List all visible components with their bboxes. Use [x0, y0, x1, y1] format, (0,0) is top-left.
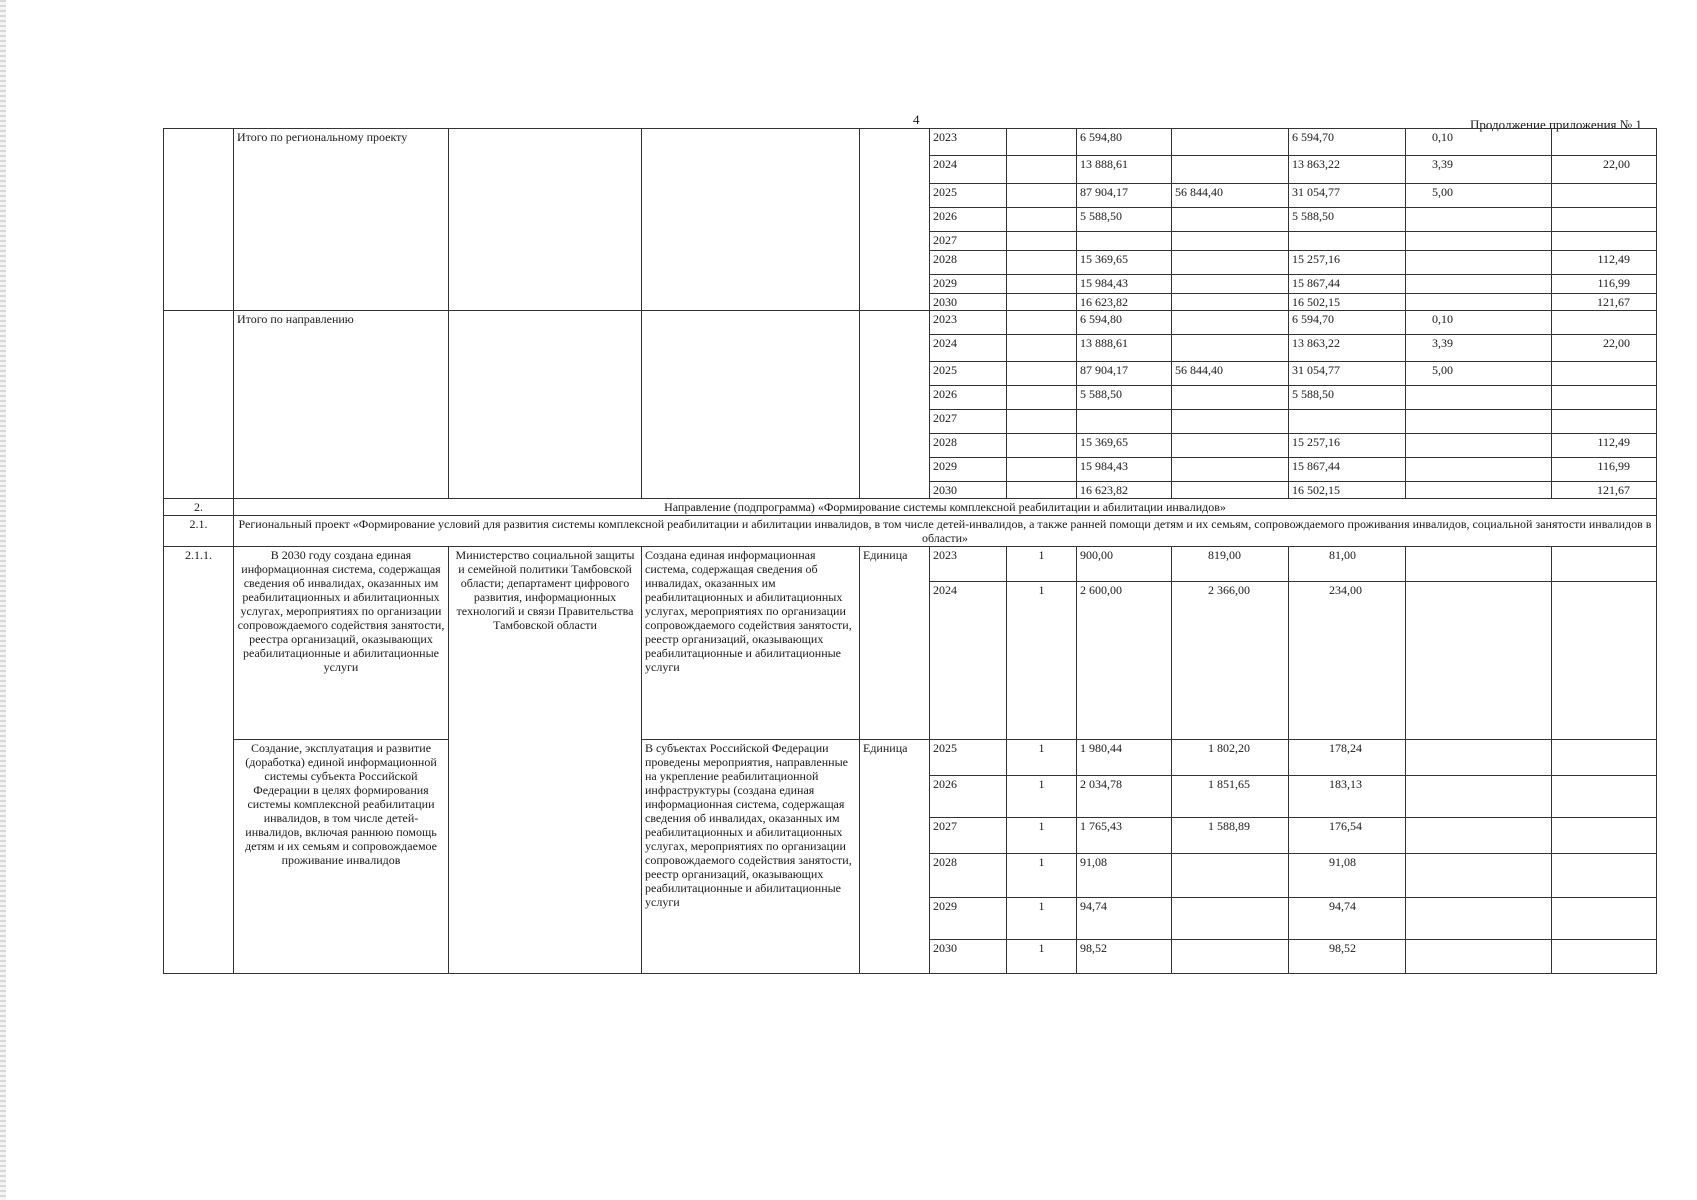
regional-cell: 5 588,50: [1289, 208, 1406, 232]
regional-cell: 16 502,15: [1289, 294, 1406, 311]
year-cell: 2023: [930, 547, 1007, 582]
total-cell: 94,74: [1077, 898, 1172, 940]
row-label: Итого по направлению: [234, 311, 449, 499]
regional-cell: 234,00: [1289, 582, 1406, 740]
federal-cell: [1172, 275, 1289, 294]
goal-cell: В 2030 году создана единая информационная система, содержащая сведения об инвалидах, оказанных им реабилитационных и абилитационных услугах, мероприятиях по организации сопровождаемого содействия занятости, реестра организаций, оказывающих реабилитационные и абилитационные услуги: [234, 547, 449, 740]
total-cell: 15 984,43: [1077, 458, 1172, 482]
regional-cell: [1289, 232, 1406, 251]
value-cell: 1: [1007, 776, 1077, 818]
other-cell: [1552, 129, 1657, 156]
local-cell: [1406, 740, 1552, 776]
regional-cell: 81,00: [1289, 547, 1406, 582]
year-cell: 2024: [930, 582, 1007, 740]
federal-cell: [1172, 129, 1289, 156]
total-cell: 1 980,44: [1077, 740, 1172, 776]
other-cell: [1552, 898, 1657, 940]
executor-cell: Министерство социальной защиты и семейной политики Тамбовской области; департамент цифрового развития, информационных технологий и связи Правительства Тамбовской области: [449, 547, 642, 974]
federal-cell: [1172, 232, 1289, 251]
section-number: 2.1.: [164, 516, 234, 547]
other-cell: 112,49: [1552, 251, 1657, 275]
section-title: Региональный проект «Формирование условий для развития системы комплексной реабилитации и абилитации инвалидов, в том числе детей-инвалидов, а также ранней помощи детям и их семьям, сопровождаемого проживания инвалидов, социальной занятости инвалидов в области»: [234, 516, 1657, 547]
value-cell: [1007, 482, 1077, 499]
unit-cell: Единица: [860, 547, 930, 740]
regional-cell: 16 502,15: [1289, 482, 1406, 499]
total-cell: 87 904,17: [1077, 362, 1172, 386]
total-cell: 15 369,65: [1077, 251, 1172, 275]
regional-cell: 176,54: [1289, 818, 1406, 854]
total-cell: 15 369,65: [1077, 434, 1172, 458]
total-cell: 900,00: [1077, 547, 1172, 582]
value-cell: [1007, 156, 1077, 184]
local-cell: [1406, 458, 1552, 482]
year-cell: 2029: [930, 898, 1007, 940]
other-cell: [1552, 582, 1657, 740]
local-cell: [1406, 386, 1552, 410]
value-cell: [1007, 386, 1077, 410]
local-cell: [1406, 208, 1552, 232]
total-cell: 6 594,80: [1077, 311, 1172, 335]
value-cell: 1: [1007, 898, 1077, 940]
value-cell: [1007, 208, 1077, 232]
local-cell: [1406, 898, 1552, 940]
total-cell: 6 594,80: [1077, 129, 1172, 156]
year-cell: 2028: [930, 251, 1007, 275]
page-number: 4: [913, 112, 920, 127]
local-cell: [1406, 582, 1552, 740]
federal-cell: [1172, 940, 1289, 974]
scan-edge: [0, 0, 6, 1200]
section-number: 2.: [164, 499, 234, 516]
value-cell: [1007, 458, 1077, 482]
value-cell: [1007, 129, 1077, 156]
other-cell: [1552, 740, 1657, 776]
regional-cell: 15 867,44: [1289, 275, 1406, 294]
total-cell: 98,52: [1077, 940, 1172, 974]
value-cell: 1: [1007, 582, 1077, 740]
local-cell: 3,39: [1406, 156, 1552, 184]
local-cell: [1406, 294, 1552, 311]
value-cell: [1007, 335, 1077, 362]
year-cell: 2028: [930, 434, 1007, 458]
year-cell: 2027: [930, 410, 1007, 434]
local-cell: [1406, 232, 1552, 251]
other-cell: 121,67: [1552, 294, 1657, 311]
result-cell: [642, 129, 860, 311]
other-cell: [1552, 386, 1657, 410]
section-title: Направление (подпрограмма) «Формирование системы комплексной реабилитации и абилитации инвалидов»: [234, 499, 1657, 516]
regional-cell: [1289, 410, 1406, 434]
result-cell: Создана единая информационная система, содержащая сведения об инвалидах, оказанных им реабилитационных и абилитационных услугах, мероприятиях по организации сопровождаемого содействия занятости, реестр организаций, оказывающих реабилитационные и абилитационные услуги: [642, 547, 860, 740]
value-cell: 1: [1007, 740, 1077, 776]
federal-cell: 56 844,40: [1172, 184, 1289, 208]
table-row: [164, 311, 1657, 335]
row-number-cell: [164, 129, 234, 311]
measure-cell: Создание, эксплуатация и развитие (доработка) единой информационной системы субъекта Российской Федерации в целях формирования системы комплексной реабилитации инвалидов, в том числе детей-инвалидов, включая раннюю помощь детям и их семьям и сопровождаемое проживание инвалидов: [234, 740, 449, 974]
year-cell: 2027: [930, 818, 1007, 854]
value-cell: 1: [1007, 547, 1077, 582]
total-cell: 5 588,50: [1077, 208, 1172, 232]
value-cell: 1: [1007, 818, 1077, 854]
local-cell: [1406, 940, 1552, 974]
year-cell: 2030: [930, 482, 1007, 499]
section-row: [164, 499, 1657, 516]
unit-cell: [860, 311, 930, 499]
federal-cell: [1172, 251, 1289, 275]
local-cell: 0,10: [1406, 311, 1552, 335]
federal-cell: [1172, 294, 1289, 311]
total-cell: 87 904,17: [1077, 184, 1172, 208]
local-cell: [1406, 482, 1552, 499]
federal-cell: 1 588,89: [1172, 818, 1289, 854]
regional-cell: 6 594,70: [1289, 311, 1406, 335]
other-cell: [1552, 311, 1657, 335]
total-cell: [1077, 410, 1172, 434]
total-cell: 2 034,78: [1077, 776, 1172, 818]
result-cell: В субъектах Российской Федерации проведены мероприятия, направленные на укрепление реабилитационной инфраструктуры (создана единая информационная система, содержащая сведения об инвалидах, оказанных им реабилитационных и абилитационных услугах, мероприятиях по организации сопровождаемого содействия занятости, реестр организаций, оказывающих реабилитационные и абилитационные услуги: [642, 740, 860, 974]
result-cell: [642, 311, 860, 499]
value-cell: [1007, 275, 1077, 294]
local-cell: [1406, 410, 1552, 434]
year-cell: 2024: [930, 335, 1007, 362]
federal-cell: [1172, 898, 1289, 940]
total-cell: 16 623,82: [1077, 482, 1172, 499]
federal-cell: 819,00: [1172, 547, 1289, 582]
regional-cell: 15 867,44: [1289, 458, 1406, 482]
regional-cell: 91,08: [1289, 854, 1406, 898]
unit-cell: [860, 129, 930, 311]
other-cell: [1552, 410, 1657, 434]
regional-cell: 13 863,22: [1289, 335, 1406, 362]
other-cell: [1552, 818, 1657, 854]
value-cell: 1: [1007, 940, 1077, 974]
regional-cell: 178,24: [1289, 740, 1406, 776]
federal-cell: 2 366,00: [1172, 582, 1289, 740]
value-cell: [1007, 294, 1077, 311]
local-cell: 5,00: [1406, 362, 1552, 386]
value-cell: [1007, 184, 1077, 208]
other-cell: [1552, 854, 1657, 898]
row-number-cell: [164, 311, 234, 499]
other-cell: 112,49: [1552, 434, 1657, 458]
local-cell: [1406, 818, 1552, 854]
federal-cell: [1172, 482, 1289, 499]
federal-cell: 1 802,20: [1172, 740, 1289, 776]
other-cell: [1552, 776, 1657, 818]
regional-cell: 31 054,77: [1289, 362, 1406, 386]
year-cell: 2023: [930, 311, 1007, 335]
year-cell: 2028: [930, 854, 1007, 898]
value-cell: [1007, 410, 1077, 434]
total-cell: 13 888,61: [1077, 156, 1172, 184]
federal-cell: [1172, 208, 1289, 232]
other-cell: [1552, 208, 1657, 232]
total-cell: 16 623,82: [1077, 294, 1172, 311]
local-cell: [1406, 251, 1552, 275]
regional-cell: 13 863,22: [1289, 156, 1406, 184]
total-cell: 13 888,61: [1077, 335, 1172, 362]
federal-cell: 1 851,65: [1172, 776, 1289, 818]
federal-cell: [1172, 335, 1289, 362]
total-cell: [1077, 232, 1172, 251]
federal-cell: [1172, 854, 1289, 898]
year-cell: 2026: [930, 386, 1007, 410]
regional-cell: 15 257,16: [1289, 434, 1406, 458]
row-label: Итого по региональному проекту: [234, 129, 449, 311]
table-row: [164, 129, 1657, 156]
year-cell: 2025: [930, 740, 1007, 776]
other-cell: [1552, 362, 1657, 386]
local-cell: 3,39: [1406, 335, 1552, 362]
program-table: [163, 128, 1657, 974]
year-cell: 2030: [930, 294, 1007, 311]
federal-cell: [1172, 434, 1289, 458]
value-cell: [1007, 311, 1077, 335]
local-cell: [1406, 776, 1552, 818]
year-cell: 2023: [930, 129, 1007, 156]
value-cell: [1007, 251, 1077, 275]
regional-cell: 183,13: [1289, 776, 1406, 818]
table-row: [164, 547, 1657, 582]
total-cell: 2 600,00: [1077, 582, 1172, 740]
local-cell: [1406, 547, 1552, 582]
regional-cell: 5 588,50: [1289, 386, 1406, 410]
year-cell: 2029: [930, 275, 1007, 294]
federal-cell: [1172, 156, 1289, 184]
section-row: [164, 516, 1657, 547]
year-cell: 2025: [930, 362, 1007, 386]
year-cell: 2024: [930, 156, 1007, 184]
regional-cell: 6 594,70: [1289, 129, 1406, 156]
other-cell: [1552, 232, 1657, 251]
table-row: [164, 740, 1657, 776]
year-cell: 2029: [930, 458, 1007, 482]
federal-cell: [1172, 386, 1289, 410]
year-cell: 2025: [930, 184, 1007, 208]
other-cell: [1552, 547, 1657, 582]
value-cell: [1007, 434, 1077, 458]
other-cell: 116,99: [1552, 275, 1657, 294]
federal-cell: [1172, 410, 1289, 434]
federal-cell: 56 844,40: [1172, 362, 1289, 386]
local-cell: [1406, 275, 1552, 294]
item-number: 2.1.1.: [164, 547, 234, 974]
year-cell: 2026: [930, 208, 1007, 232]
total-cell: 15 984,43: [1077, 275, 1172, 294]
executor-cell: [449, 311, 642, 499]
value-cell: [1007, 232, 1077, 251]
other-cell: 116,99: [1552, 458, 1657, 482]
local-cell: [1406, 854, 1552, 898]
regional-cell: 15 257,16: [1289, 251, 1406, 275]
year-cell: 2026: [930, 776, 1007, 818]
regional-cell: 98,52: [1289, 940, 1406, 974]
year-cell: 2027: [930, 232, 1007, 251]
unit-cell: Единица: [860, 740, 930, 974]
other-cell: [1552, 184, 1657, 208]
federal-cell: [1172, 311, 1289, 335]
other-cell: 22,00: [1552, 335, 1657, 362]
other-cell: 22,00: [1552, 156, 1657, 184]
local-cell: 0,10: [1406, 129, 1552, 156]
local-cell: [1406, 434, 1552, 458]
other-cell: 121,67: [1552, 482, 1657, 499]
executor-cell: [449, 129, 642, 311]
year-cell: 2030: [930, 940, 1007, 974]
total-cell: 91,08: [1077, 854, 1172, 898]
local-cell: 5,00: [1406, 184, 1552, 208]
other-cell: [1552, 940, 1657, 974]
value-cell: 1: [1007, 854, 1077, 898]
value-cell: [1007, 362, 1077, 386]
federal-cell: [1172, 458, 1289, 482]
appendix-note: Продолжение приложения № 1: [1470, 117, 1642, 132]
regional-cell: 31 054,77: [1289, 184, 1406, 208]
regional-cell: 94,74: [1289, 898, 1406, 940]
total-cell: 5 588,50: [1077, 386, 1172, 410]
total-cell: 1 765,43: [1077, 818, 1172, 854]
